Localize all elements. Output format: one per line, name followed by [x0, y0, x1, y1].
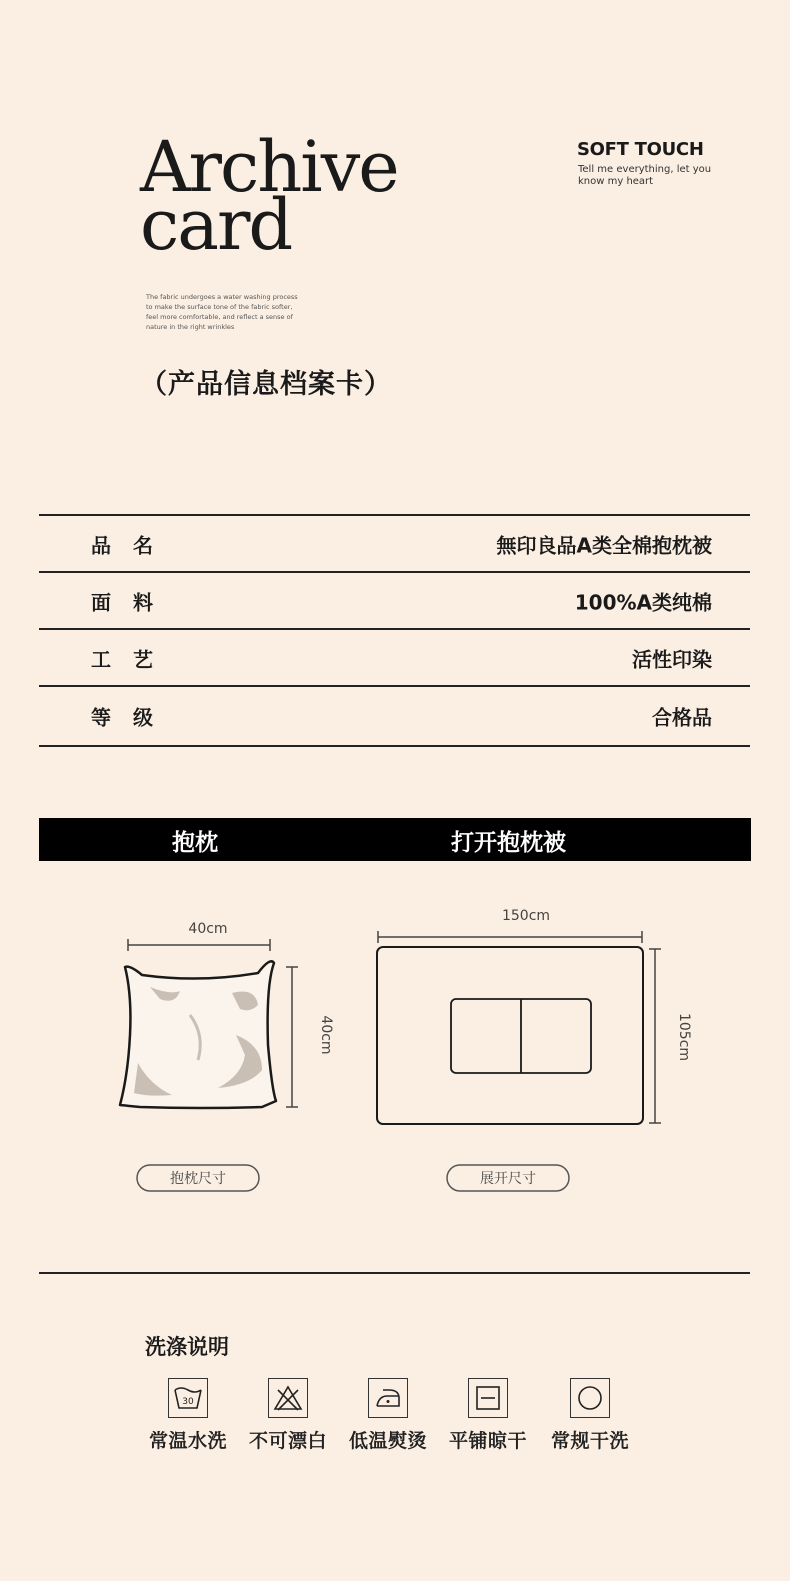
wash-temperature: 30	[182, 1397, 194, 1407]
archive-card-title	[140, 126, 398, 266]
flat-dry-icon	[468, 1378, 508, 1418]
spec-value: 合格品	[652, 705, 712, 730]
quilt-outline	[377, 947, 643, 1124]
pillow-height-dimension	[286, 967, 298, 1107]
pillow-width-label: 40cm	[188, 921, 228, 937]
no-bleach-icon	[268, 1378, 308, 1418]
pillow-caption: 抱枕尺寸	[170, 1171, 226, 1187]
pillow-illustration	[120, 961, 276, 1108]
spec-value: 100%A类纯棉	[574, 590, 712, 614]
spec-row-fabric	[39, 573, 750, 630]
soft-touch-title: SOFT TOUCH	[577, 139, 704, 160]
quilt-heading: 打开抱枕被	[451, 830, 566, 856]
spec-row-grade	[39, 687, 750, 747]
care-label: 常规干洗	[550, 1430, 629, 1452]
size-diagram	[0, 895, 790, 1225]
wash-instructions-title: 洗涤说明	[145, 1335, 229, 1359]
quilt-height-label: 105cm	[676, 1012, 692, 1062]
size-header-bar	[39, 818, 751, 861]
spec-row-craft	[39, 630, 750, 687]
spec-table	[39, 514, 750, 747]
care-item-iron	[338, 1378, 438, 1453]
care-item-bleach	[238, 1378, 338, 1453]
soft-touch-subtitle: Tell me everything, let you know my heart	[578, 164, 712, 187]
pillow-width-dimension	[128, 939, 270, 951]
spec-value: 活性印染	[632, 647, 712, 671]
fabric-intro-text: The fabric undergoes a water washing process to make the surface tone of the fabric softer, feel more comfortable, and reflect a sense of nature in the right wrinkles	[146, 293, 298, 331]
spec-value: 無印良品A类全棉抱枕被	[496, 533, 712, 557]
care-label: 平铺晾干	[448, 1430, 527, 1452]
spec-label: 工艺	[91, 647, 175, 671]
dry-clean-icon	[570, 1378, 610, 1418]
spec-label: 面料	[91, 590, 175, 614]
care-item-dryclean	[540, 1378, 640, 1453]
care-item-wash	[138, 1378, 238, 1453]
spec-label: 品名	[91, 533, 175, 557]
care-label: 低温熨烫	[348, 1430, 427, 1452]
quilt-width-dimension	[378, 931, 642, 943]
quilt-width-label: 150cm	[501, 908, 551, 924]
spec-label: 等级	[91, 705, 175, 730]
low-iron-icon	[368, 1378, 408, 1418]
quilt-height-dimension	[649, 949, 661, 1123]
title-line-1: Archive	[140, 126, 398, 208]
pillow-height-label: 40cm	[318, 1015, 334, 1055]
quilt-caption: 展开尺寸	[480, 1171, 536, 1187]
care-label: 常温水洗	[148, 1430, 227, 1452]
title-line-2: card	[140, 184, 292, 266]
divider-line	[39, 1272, 750, 1274]
pillow-heading: 抱枕	[172, 830, 218, 856]
spec-row-name	[39, 516, 750, 573]
care-item-dry	[438, 1378, 538, 1453]
product-info-title: （产品信息档案卡）	[140, 369, 392, 400]
wash-30-icon	[168, 1378, 208, 1418]
care-label: 不可漂白	[248, 1430, 327, 1452]
